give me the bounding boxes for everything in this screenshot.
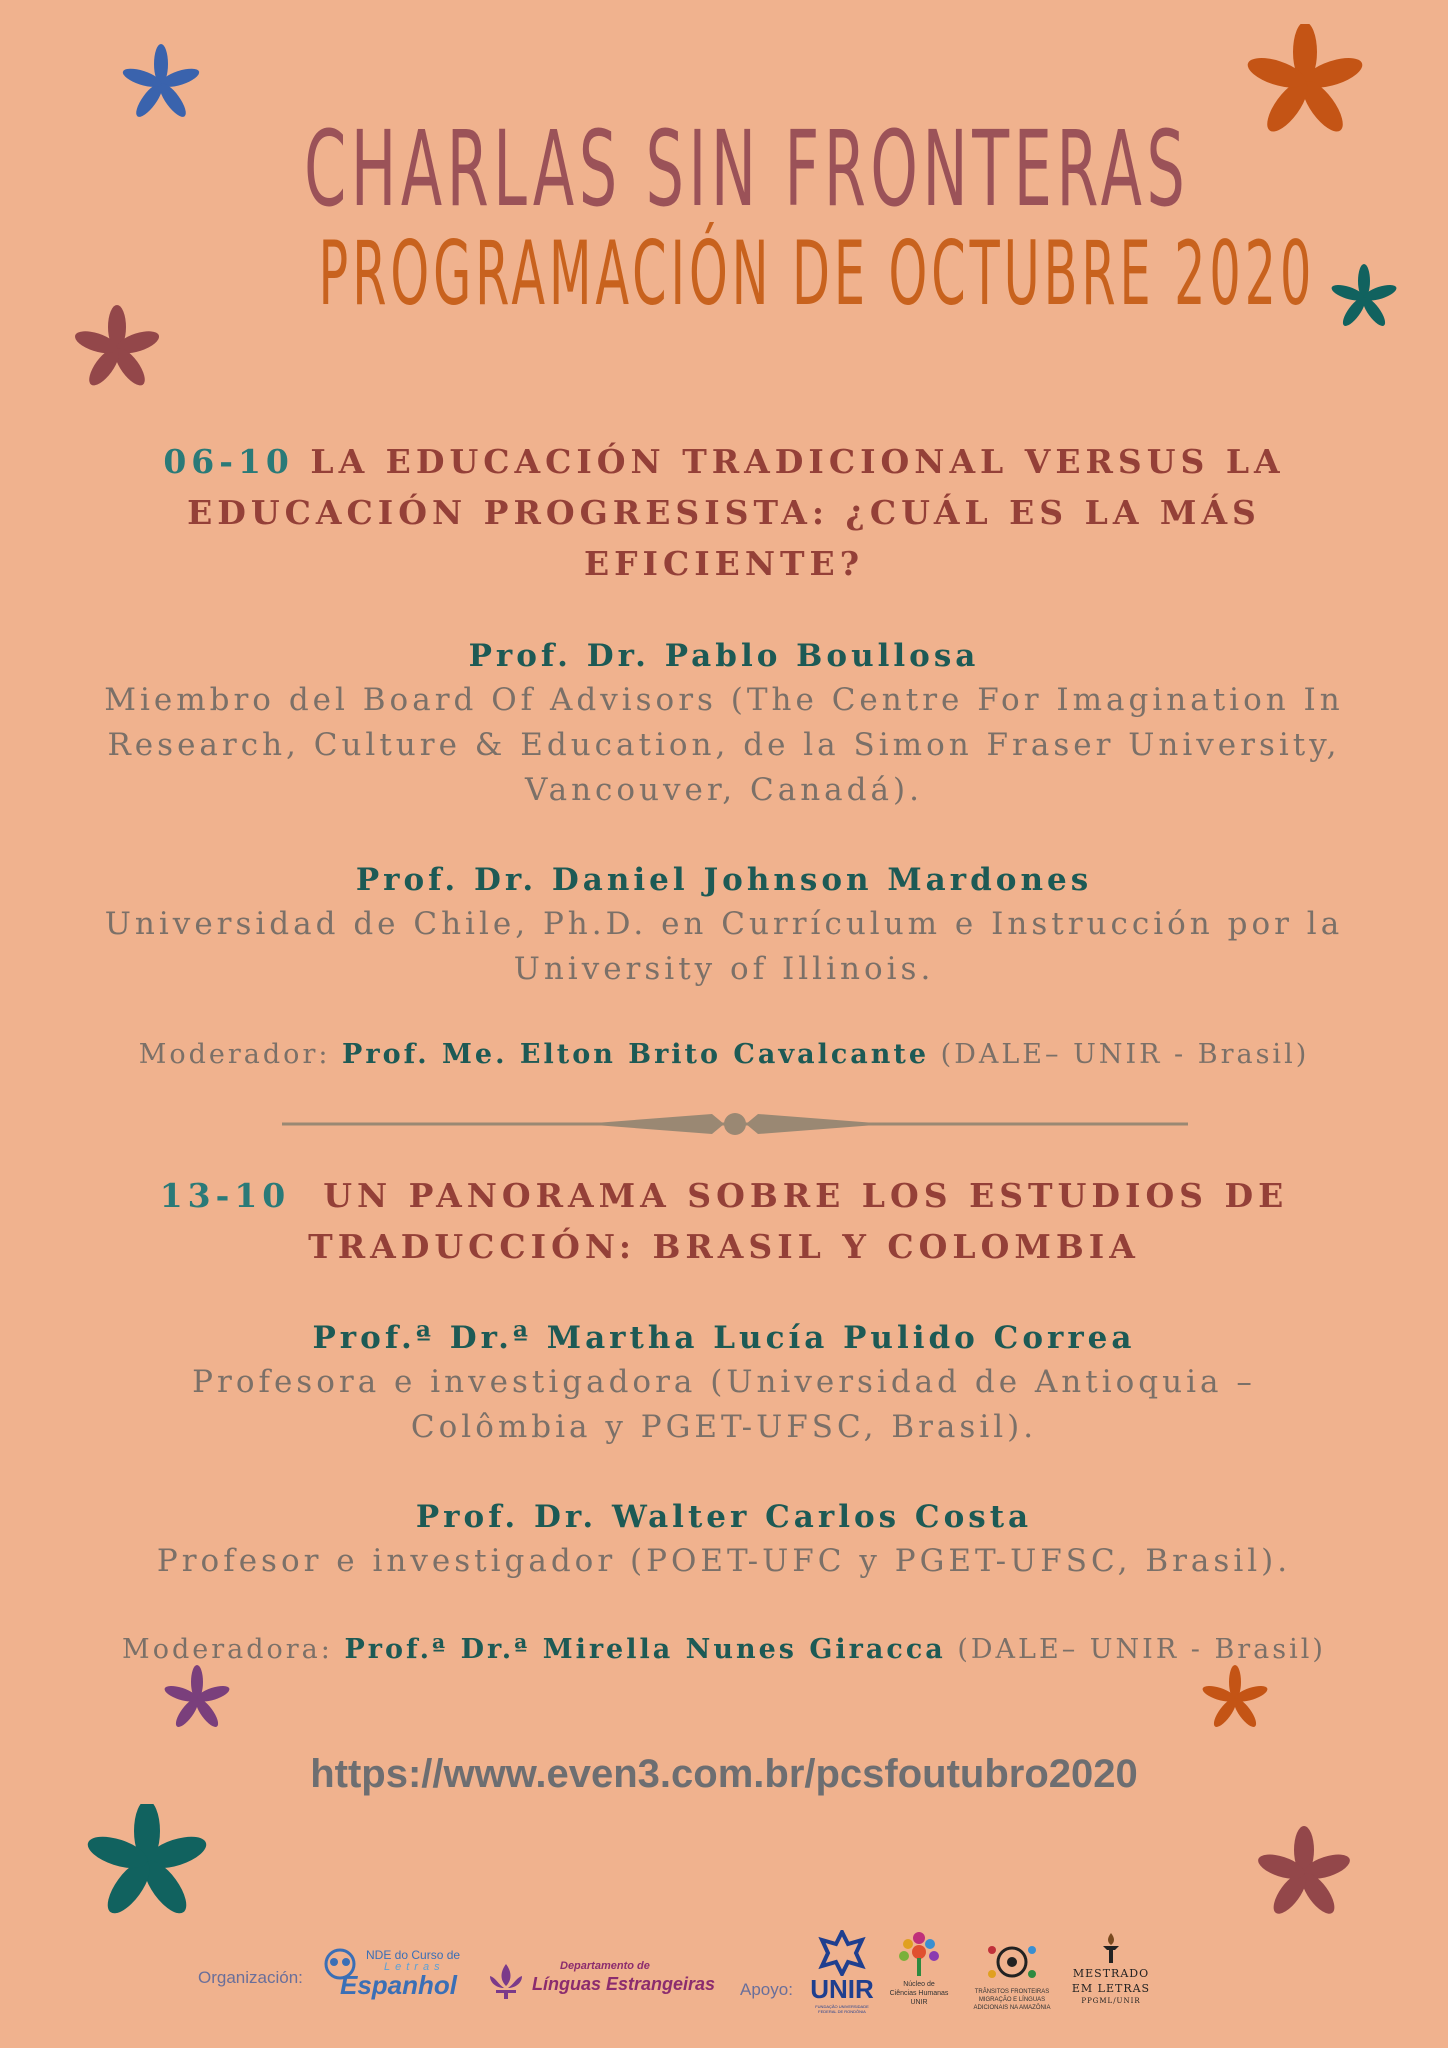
speaker-name: Prof. Dr. Pablo Boullosa [468,638,980,674]
flower-mauve-large-icon [1256,1826,1352,1922]
talk-2-title [120,1170,1328,1272]
speaker-desc-line: Colômbia y PGET-UFSC, Brasil). [410,1409,1038,1445]
nucleo-line1: Núcleo de [903,1981,935,1988]
transitos-line1: TRÂNSITOS FRONTEIRAS [974,1989,1050,1995]
tree-icon [896,1930,942,1978]
talk-2-title-line1: UN PANORAMA SOBRE LOS ESTUDIOS DE [323,1176,1289,1215]
departamento-logo [486,1960,716,2004]
moderator-affiliation: (DALE– UNIR - Brasil) [940,1039,1310,1070]
moderator-affiliation: (DALE– UNIR - Brasil) [957,1634,1326,1665]
speaker-desc-line: Vancouver, Canadá). [525,772,923,808]
page-title: CHARLAS SIN FRONTERAS [304,108,1190,230]
nde-line3: Espanhol [340,1970,458,2000]
flower-purple-icon [160,1664,234,1734]
talk-1-title-line2: EDUCACIÓN PROGRESISTA: ¿CUÁL ES LA MÁS [187,493,1261,532]
mestrado-line2: EM LETRAS [1071,1982,1151,1995]
mestrado-line3: PPGML/UNIR [1081,1997,1141,2005]
dept-line2: Línguas Estrangeiras [532,1974,716,1994]
torch-icon [1100,1932,1122,1964]
unir-logo [806,1930,878,2014]
transitos-text [958,1988,1066,2012]
moderator-line [40,1037,1408,1073]
flower-teal-large-icon [82,1804,212,1920]
nucleo-text [888,1980,950,2007]
speaker-description [40,1360,1408,1450]
organization-label: Organización: [198,1968,303,1987]
speaker-description [40,1539,1408,1584]
unir-subtext: FUNDAÇÃO UNIVERSIDADE FEDERAL DE RONDÔNIA [815,2004,869,2014]
nucleo-logo [888,1930,950,2014]
flower-teal-icon [1328,262,1400,334]
globe-people-icon [986,1940,1038,1984]
fleur-de-lis-icon [486,1962,526,2000]
nucleo-line2: Ciências Humanas [889,1990,949,1997]
page-subtitle: PROGRAMACIÓN DE OCTUBRE 2020 [318,222,1316,325]
transitos-line3: ADICIONAIS NA AMAZÔNIA [973,2005,1051,2011]
section-divider [282,1110,1188,1138]
talk-2-date: 13-10 [159,1176,291,1215]
speaker-desc-line: Universidad de Chile, Ph.D. en Currículum e Instrucción por la [104,906,1344,942]
flower-mauve-icon [72,304,162,394]
mestrado-line1: MESTRADO [1072,1967,1150,1980]
transitos-logo [958,1940,1066,2016]
event-link[interactable]: https://www.even3.com.br/pcsfoutubro2020 [310,1752,1138,1796]
star-icon [816,1930,868,1976]
flower-orange-small-icon [1198,1664,1272,1734]
moderator-label: Moderador: [138,1039,331,1070]
nde-espanhol-logo [322,1948,472,2008]
moderator-label: Moderadora: [122,1634,333,1665]
nde-line2: Letras [384,1961,445,1973]
speaker-description [40,678,1408,813]
mestrado-logo [1066,1932,1156,2014]
talk-1-title-line1: LA EDUCACIÓN TRADICIONAL VERSUS LA [310,442,1285,481]
talk-1-title [120,436,1328,589]
unir-text: UNIR [810,1974,874,2004]
speaker-name: Prof. Dr. Daniel Johnson Mardones [355,862,1093,898]
speaker-desc-line: Profesora e investigadora (Universidad de Antioquia – [192,1364,1256,1400]
talk-1-title-line3: EFICIENTE? [583,544,865,583]
speaker-desc-line: University of Illinois. [513,951,935,987]
moderator-name: Prof. Me. Elton Brito Cavalcante [342,1039,930,1070]
flower-blue-icon [118,44,204,124]
speaker-desc-line: Profesor e investigador (POET-UFC y PGET-UFSC, Brasil). [156,1543,1292,1579]
dept-line1: Departamento de [560,1960,650,1972]
transitos-line2: MIGRAÇÃO E LÍNGUAS [978,1997,1046,2003]
talk-2-title-line2: TRADUCCIÓN: BRASIL Y COLOMBIA [308,1227,1140,1266]
nucleo-line3: UNIR [910,1999,928,2006]
speaker-name: Prof. Dr. Walter Carlos Costa [415,1499,1033,1535]
talk-1-date: 06-10 [163,442,294,481]
speaker-desc-line: Research, Culture & Education, de la Simon Fraser University, [107,727,1341,763]
moderator-line [40,1632,1408,1668]
flower-orange-icon [1240,24,1370,140]
moderator-name: Prof.ª Dr.ª Mirella Nunes Giracca [344,1634,946,1665]
support-label: Apoyo: [740,1980,793,1999]
speaker-description [40,902,1408,992]
speaker-desc-line: Miembro del Board Of Advisors (The Centre For Imagination In [104,682,1344,718]
mestrado-text [1066,1966,1156,2007]
nde-line1: NDE do Curso de [366,1948,461,1962]
speaker-name: Prof.ª Dr.ª Martha Lucía Pulido Correa [312,1320,1136,1356]
